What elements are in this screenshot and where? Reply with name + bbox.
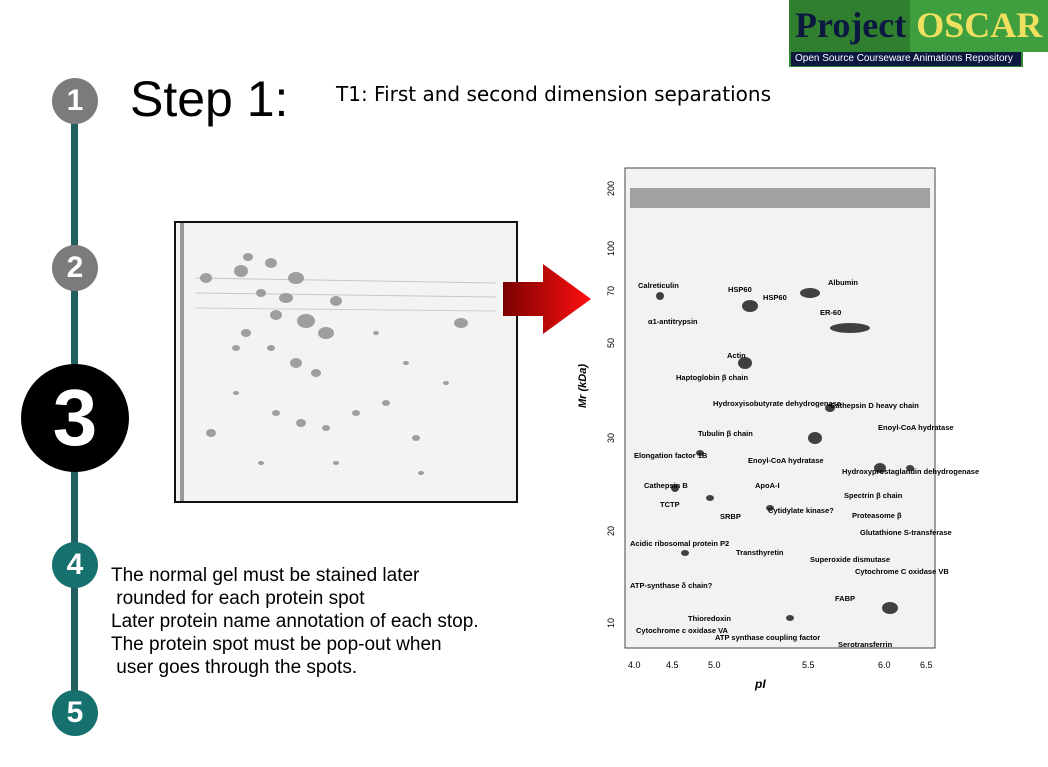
y-axis-ticks (606, 181, 616, 628)
protein-label: Enoyl-CoA hydratase (878, 423, 954, 432)
protein-label: Hydroxyisobutyrate dehydrogenase (713, 399, 841, 408)
protein-label: Acidic ribosomal protein P2 (630, 539, 730, 548)
y-tick: 10 (606, 617, 616, 628)
protein-label: HSP60 (763, 293, 787, 302)
page-title: Step 1: (130, 71, 289, 127)
protein-label: ER-60 (820, 308, 842, 317)
y-axis-label: Mr (kDa) (577, 363, 589, 408)
x-tick: 4.5 (666, 660, 679, 670)
logo-word-project: Project (789, 0, 910, 52)
instructions-text (111, 564, 479, 679)
y-tick: 100 (606, 240, 616, 256)
protein-label: Albumin (828, 278, 858, 287)
x-tick: 5.5 (802, 660, 815, 670)
x-tick: 6.5 (920, 660, 933, 670)
gel-image (174, 221, 518, 503)
step-3-button[interactable]: 3 (21, 364, 129, 472)
y-tick: 70 (606, 285, 616, 296)
protein-map-svg (577, 168, 980, 693)
protein-label: Haptoglobin β chain (676, 373, 749, 382)
step-1-button[interactable]: 1 (52, 78, 98, 124)
protein-label: Thioredoxin (688, 614, 731, 623)
protein-label: Calreticulin (638, 281, 679, 290)
protein-label: Actin (727, 351, 746, 360)
page-subtitle: T1: First and second dimension separations (336, 82, 771, 106)
x-axis-label: pI (755, 677, 766, 691)
x-tick: 4.0 (628, 660, 641, 670)
protein-label: Cathepsin B (644, 481, 688, 490)
x-tick: 5.0 (708, 660, 721, 670)
protein-map-figure (577, 168, 980, 693)
step-4-button[interactable]: 4 (52, 542, 98, 588)
protein-label: TCTP (660, 500, 680, 509)
protein-label: Enoyl-CoA hydratase (748, 456, 824, 465)
protein-label: Cathepsin D heavy chain (830, 401, 919, 410)
protein-label: ATP synthase coupling factor (715, 633, 821, 642)
protein-label: ATP-synthase δ chain? (630, 581, 713, 590)
y-tick: 50 (606, 337, 616, 348)
gel-spots (176, 223, 516, 501)
protein-label: Serotransferrin (838, 640, 893, 649)
logo-word-oscar: OSCAR (910, 0, 1048, 52)
protein-label: SRBP (720, 512, 741, 521)
protein-label: Glutathione S-transferase (860, 528, 952, 537)
project-oscar-logo (789, 0, 1043, 67)
instruction-line: rounded for each protein spot (111, 588, 365, 609)
protein-label: Cytochrome C oxidase VB (855, 567, 949, 576)
red-arrow-icon (503, 264, 593, 334)
instruction-line: The normal gel must be stained later (111, 565, 420, 586)
protein-label: Cytidylate kinase? (768, 506, 834, 515)
x-axis-ticks (628, 660, 933, 670)
protein-label: Spectrin β chain (844, 491, 903, 500)
step-2-button[interactable]: 2 (52, 245, 98, 291)
logo-tagline: Open Source Courseware Animations Repository (791, 52, 1021, 66)
protein-label: Hydroxyprostaglandin dehydrogenase (842, 467, 980, 476)
x-tick: 6.0 (878, 660, 891, 670)
y-tick: 20 (606, 525, 616, 536)
protein-label: α1-antitrypsin (648, 317, 698, 326)
protein-label: ApoA-I (755, 481, 780, 490)
protein-label: FABP (835, 594, 856, 603)
protein-label: Tubulin β chain (698, 429, 753, 438)
protein-label: Cytochrome c oxidase VA (636, 626, 728, 635)
step-5-button[interactable]: 5 (52, 690, 98, 736)
protein-label: Elongation factor 1B (634, 451, 708, 460)
protein-label: Transthyretin (736, 548, 784, 557)
instruction-line: The protein spot must be pop-out when (111, 634, 442, 655)
instruction-line: Later protein name annotation of each stop. (111, 611, 479, 632)
instruction-line: user goes through the spots. (111, 657, 358, 678)
y-tick: 30 (606, 432, 616, 443)
protein-label: Superoxide dismutase (810, 555, 891, 564)
protein-label: Proteasome β (852, 511, 902, 520)
protein-label: HSP60 (728, 285, 752, 294)
y-tick: 200 (606, 180, 616, 196)
